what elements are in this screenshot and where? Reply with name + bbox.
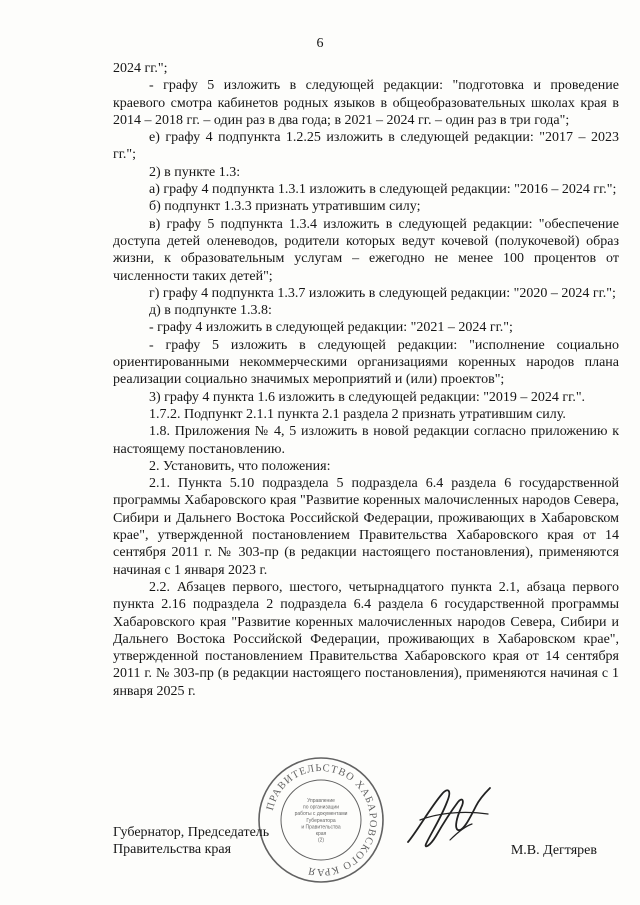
signatory-name: М.В. Дегтярев (510, 843, 597, 858)
paragraph: 1.7.2. Подпункт 2.1.1 пункта 2.1 раздела 2 признать утратившим силу. (149, 406, 566, 422)
document-body (113, 60, 619, 700)
seal-inner-line: и Правительства (301, 824, 341, 831)
paragraph: д) в подпункте 1.3.8: (149, 303, 272, 319)
paragraph: а) графу 4 подпункта 1.3.1 изложить в следующей редакции: "2016 – 2024 гг."; (149, 182, 617, 198)
paragraph: б) подпункт 1.3.3 признать утратившим силу; (149, 199, 421, 215)
paragraph: - графу 4 изложить в следующей редакции: "2021 – 2024 гг."; (149, 320, 513, 336)
paragraph: 2) в пункте 1.3: (149, 164, 241, 180)
seal-inner-line: (2) (317, 837, 325, 844)
signatory-title-line1: Губернатор, Председатель (113, 825, 270, 840)
handwritten-signature (400, 780, 495, 855)
seal-inner-line: работы с документами (294, 811, 348, 818)
paragraph: в) графу 5 подпункта 1.3.4 изложить в следующей редакции: "обеспечение доступа детей оленеводов, родители которых ведут кочевой (полукочевой) образ жизни, к образовательным услугам – ежегодно не менее 100 процентов от численности таких детей"; (113, 216, 619, 284)
seal-inner-line: Губернатора (306, 817, 336, 824)
paragraph: 1.8. Приложения № 4, 5 изложить в новой редакции согласно приложению к настоящему постановлению. (113, 424, 619, 457)
paragraph: 2.1. Пункта 5.10 подраздела 5 подраздела 6.4 раздела 6 государственной программы Хабаровского края "Развитие коренных малочисленных народов Севера, Сибири и Дальнего Востока Российской Федерации, проживающих в Хабаровском крае", утвержденной постановлением Правительства Хабаровского края от 14 сентября 2011 г. № 303-пр (в редакции настоящего постановления), применяются начиная с 1 января 2023 г. (113, 476, 619, 578)
paragraph: 2. Установить, что положения: (149, 458, 331, 474)
paragraph: - графу 5 изложить в следующей редакции: "подготовка и проведение краевого смотра кабинетов родных языков в общеобразовательных школах края в 2014 – 2018 гг. – один раз в два года; в 2021 – 2024 гг. – один раз в три года"; (113, 78, 619, 128)
page-number: 6 (316, 36, 324, 51)
seal-ring-text: ПРАВИТЕЛЬСТВО ХАБАРОВСКОГО КРАЯ (264, 762, 379, 878)
paragraph: 2.2. Абзацев первого, шестого, четырнадцатого пункта 2.1, абзаца первого пункта 2.16 подраздела 2 подраздела 6.4 раздела 6 государственной программы Хабаровского края "Развитие коренных малочисленных народов Севера, Сибири и Дальнего Востока Российской Федерации, проживающих в Хабаровском крае", утвержденной постановлением Правительства Хабаровского края от 14 сентября 2011 г. № 303-пр (в редакции настоящего постановления), применяются начиная с 1 января 2025 г. (113, 579, 619, 699)
paragraph: г) графу 4 подпункта 1.3.7 изложить в следующей редакции: "2020 – 2024 гг."; (149, 285, 616, 301)
seal-inner-line: Управление (307, 798, 335, 804)
seal-inner-line: края (315, 831, 327, 837)
paragraph: 3) графу 4 пункта 1.6 изложить в следующей редакции: "2019 – 2024 гг.". (149, 389, 586, 405)
official-seal (256, 755, 386, 885)
signatory-title-line2: Правительства края (113, 842, 232, 857)
seal-inner-line: по организации (302, 804, 340, 811)
paragraph: 2024 гг."; (113, 61, 168, 76)
signatory-title (113, 824, 269, 858)
paragraph: - графу 5 изложить в следующей редакции: "исполнение социально ориентированными некоммерческими организациями коренных народов плана реализации социально значимых мероприятий и (или) проектов"; (113, 337, 619, 388)
paragraph: е) графу 4 подпункта 1.2.25 изложить в следующей редакции: "2017 – 2023 гг."; (113, 130, 619, 163)
